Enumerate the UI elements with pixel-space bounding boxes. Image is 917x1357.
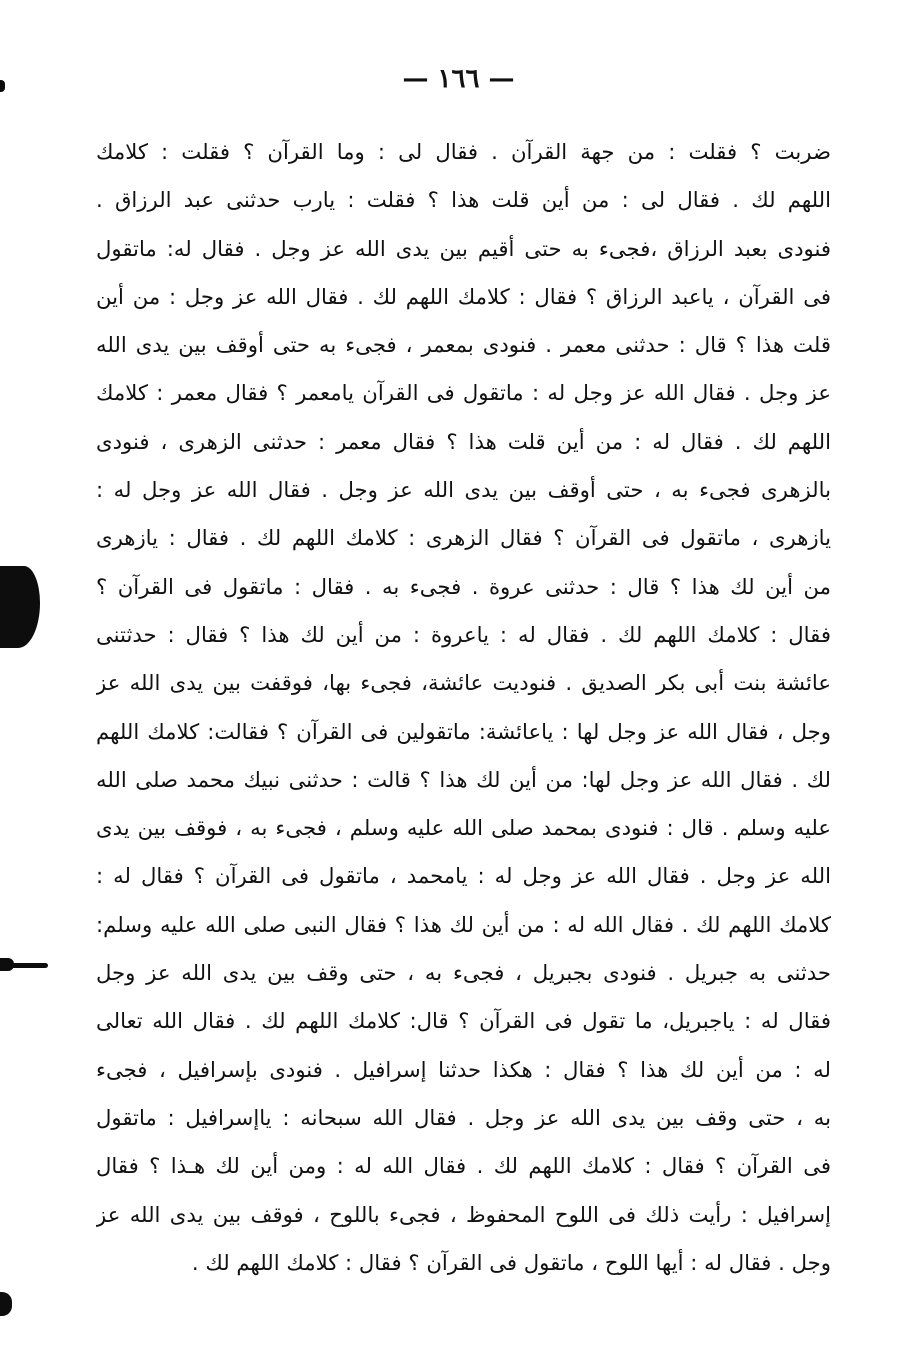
text-line: اللهم لك . فقال لى : من أين قلت هذا ؟ فقلت : يارب حدثنى عبد الرزاق . <box>96 187 831 213</box>
text-line: فى القرآن ، ياعبد الرزاق ؟ فقال : كلامك اللهم لك . فقال الله عز وجل : من أين <box>96 283 831 309</box>
text-line: فى القرآن ؟ فقال : كلامك اللهم لك . فقال الله له : ومن أين لك هـذا ؟ فقال <box>96 1153 831 1179</box>
page-number: — ١٦٦ — <box>402 64 515 94</box>
text-line: فقال له : ياجبريل، ما تقول فى القرآن ؟ قال: كلامك اللهم لك . فقال الله تعالى <box>96 1008 831 1034</box>
scan-edge-mark <box>0 1292 12 1316</box>
text-line: حدثنى به جبريل . فنودى بجبريل ، فجىء به ، حتى وقف بين يدى الله عز وجل <box>96 960 831 986</box>
text-line: اللهم لك . فقال له : من أين قلت هذا ؟ فقال معمر : حدثنى الزهرى ، فنودى <box>96 428 831 454</box>
text-line: فقال : كلامك اللهم لك . فقال له : ياعروة : من أين لك هذا ؟ فقال : حدثتنى <box>96 621 831 647</box>
text-line: عليه وسلم . قال : فنودى بمحمد صلى الله عليه وسلم ، فجىء به ، فوقف بين يدى <box>96 815 831 841</box>
text-line: له : من أين لك هذا ؟ فقال : هكذا حدثنا إسرافيل . فنودى بإسرافيل ، فجىء <box>96 1056 831 1082</box>
scan-edge-blot <box>0 566 40 648</box>
text-line: من أين لك هذا ؟ قال : حدثنى عروة . فجىء به . فقال : ماتقول فى القرآن ؟ <box>96 573 831 599</box>
text-line: قلت هذا ؟ قال : حدثنى معمر . فنودى بمعمر ، فجىء به حتى أوقف بين يدى الله <box>96 332 831 358</box>
text-line: لك . فقال الله عز وجل لها: من أين لك هذا ؟ قالت : حدثنى نبيك محمد صلى الله <box>96 766 831 792</box>
text-line: وجل ، فقال الله عز وجل لها : ياعائشة: ماتقولين فى القرآن ؟ فقالت: كلامك اللهم <box>96 718 831 744</box>
body-text <box>96 128 831 1287</box>
scan-edge-mark <box>0 963 48 968</box>
text-line: ضربت ؟ فقلت : من جهة القرآن . فقال لى : وما القرآن ؟ فقلت : كلامك <box>96 139 831 164</box>
text-line: وجل . فقال له : أيها اللوح ، ماتقول فى القرآن ؟ فقال : كلامك اللهم لك . <box>191 1249 831 1275</box>
text-line: كلامك اللهم لك . فقال الله له : من أين لك هذا ؟ فقال النبى صلى الله عليه وسلم: <box>96 911 831 937</box>
text-line: بالزهرى فجىء به ، حتى أوقف بين يدى الله عز وجل . فقال الله عز وجل له : <box>96 477 831 503</box>
text-line: عائشة بنت أبى بكر الصديق . فنوديت عائشة، فجىء بها، فوقفت بين يدى الله عز <box>96 670 831 696</box>
text-line: الله عز وجل . فقال الله عز وجل له : يامحمد ، ماتقول فى القرآن ؟ فقال له : <box>96 863 831 889</box>
text-line: إسرافيل : رأيت ذلك فى اللوح المحفوظ ، فجىء باللوح ، فوقف بين يدى الله عز <box>96 1201 831 1227</box>
text-line: به ، حتى وقف بين يدى الله عز وجل . فقال الله سبحانه : ياإسرافيل : ماتقول <box>96 1104 831 1130</box>
text-line: فنودى بعبد الرزاق ،فجىء به حتى أقيم بين يدى الله عز وجل . فقال له: ماتقول <box>96 235 831 261</box>
text-line: عز وجل . فقال الله عز وجل له : ماتقول فى القرآن يامعمر ؟ فقال معمر : كلامك <box>96 380 831 406</box>
text-line: يازهرى ، ماتقول فى القرآن ؟ فقال الزهرى : كلامك اللهم لك . فقال : يازهرى <box>96 525 831 551</box>
